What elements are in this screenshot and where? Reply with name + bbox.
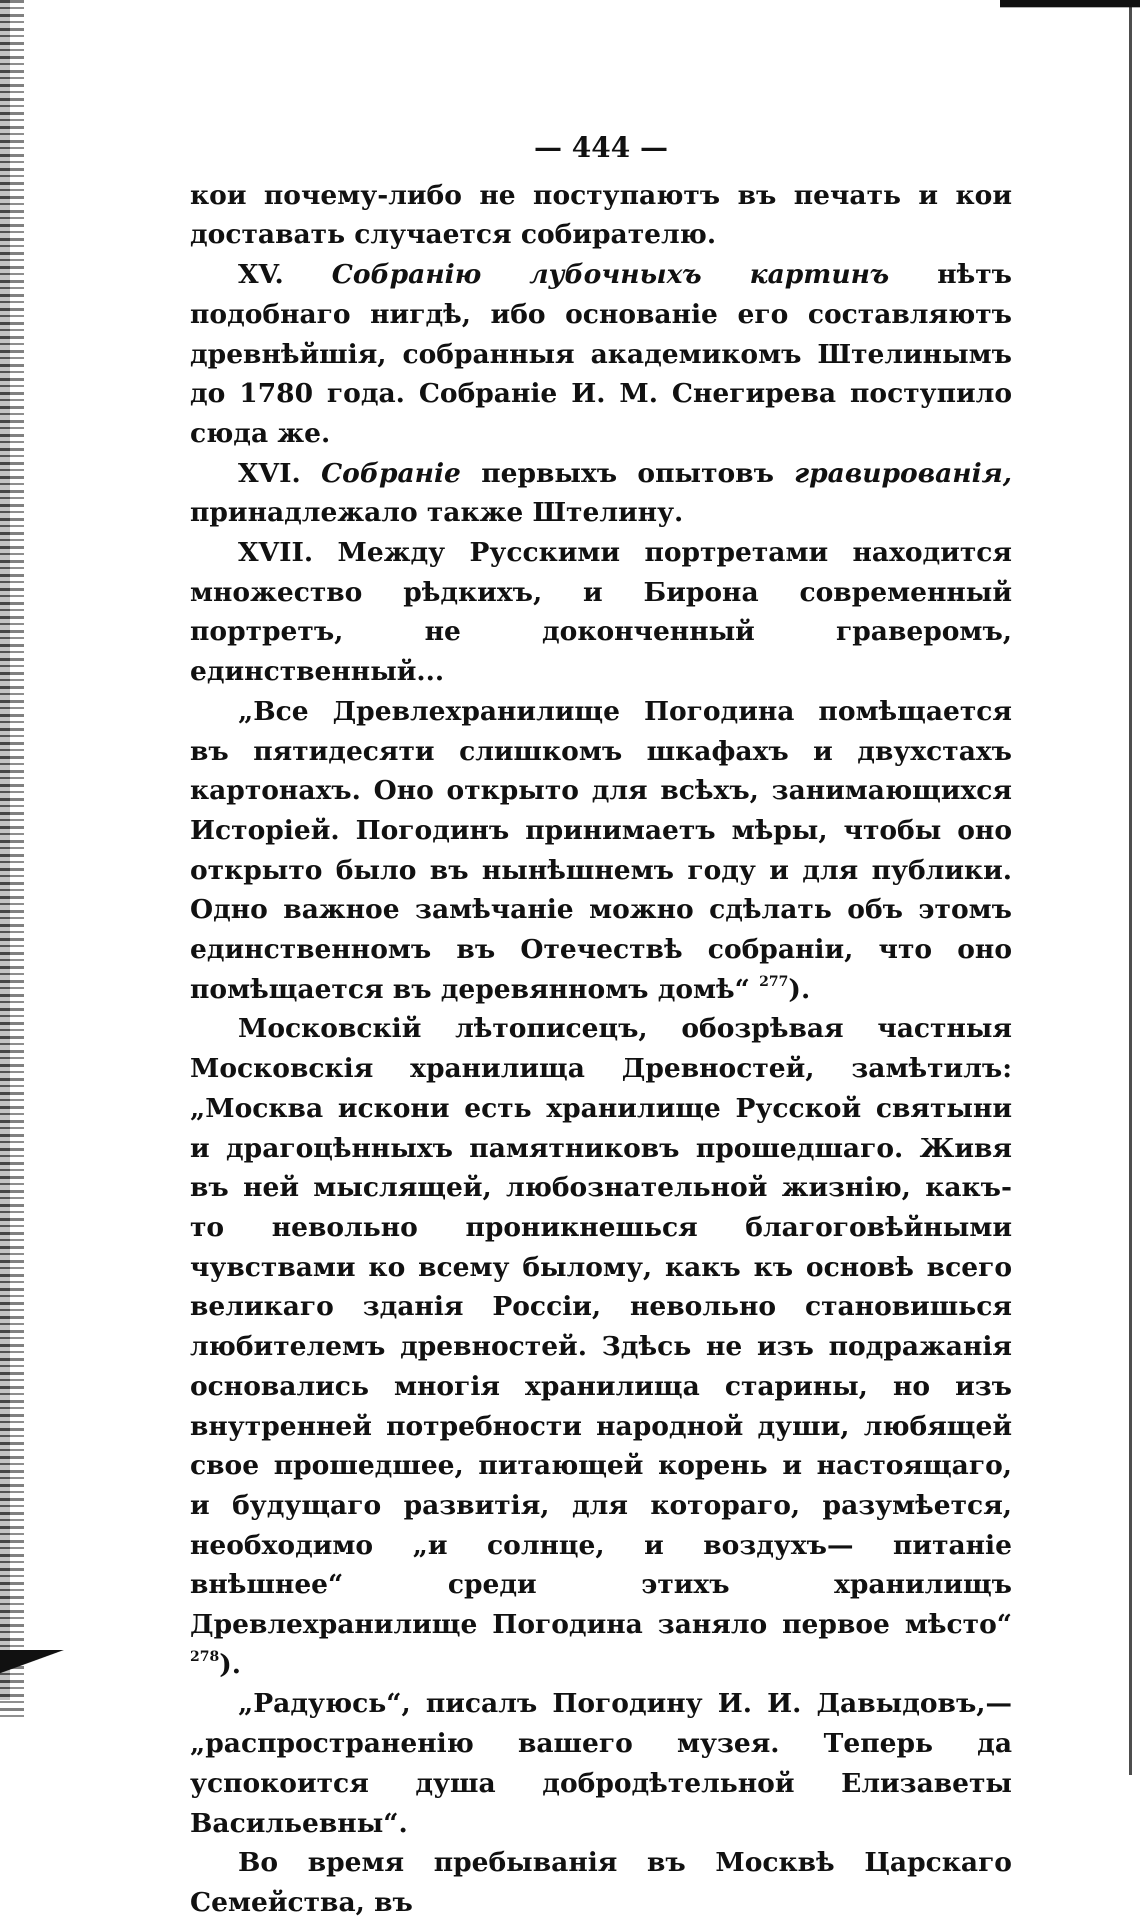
paragraph-5-end: ).: [788, 973, 811, 1005]
footnote-ref-277: 277: [759, 973, 789, 990]
paragraph-3-mid: первыхъ опытовъ: [460, 457, 795, 489]
paragraph-8: Во время пребыванія въ Москвѣ Царскаго Семейства, въ: [190, 1847, 1012, 1918]
page-number: — 444 —: [534, 131, 668, 164]
book-page: [190, 128, 1012, 1923]
footnote-ref-278: 278: [190, 1648, 220, 1665]
paragraph-1: кои почему-либо не поступаютъ въ печать и кои доставать случается собирателю.: [190, 179, 1012, 251]
paragraph-4: XVII. Между Русскими портретами находится множество рѣдкихъ, и Бирона современный портретъ, не доконченный граверомъ, единственный...: [190, 537, 1012, 688]
paragraph-6-end: ).: [219, 1648, 241, 1680]
scan-corner-top-right: [1000, 0, 1140, 14]
scan-edge-left: [0, 0, 24, 1720]
paragraph-7: „Радуюсь“, писалъ Погодину И. И. Давыдовъ,—„распространенію вашего музея. Теперь да успокоится душа добродѣтельной Елизаветы Васильевны“.: [190, 1688, 1012, 1839]
paragraph-3-rest: принадлежало также Штелину.: [190, 497, 684, 529]
paragraph-2: [190, 255, 1012, 454]
paragraph-6-text: Московскій лѣтописецъ, обозрѣвая частныя Московскія хранилища Древностей, замѣтилъ: „Москва искони есть хранилище Русской святыни и драгоцѣнныхъ памятниковъ прошедшаго. Живя въ ней мыслящей, любознательной жизнію, какъ-то невольно проникнешься благоговѣйными чувствами ко всему былому, какъ къ основѣ всего великаго зданія Россіи, невольно становишься любителемъ древностей. Здѣсь не изъ подражанія основались многія хранилища старины, но изъ внутренней потребности народной души, любящей свое прошедшее, питающей корень и настоящаго, и будущаго развитія, для котораго, разумѣется, необходимо „и солнце, и воздухъ— питаніе внѣшнее“ среди этихъ хранилищъ Древлехранилище Погодина заняло первое мѣсто“: [190, 1013, 1012, 1641]
paragraph-3-italic-1: Собраніе: [321, 457, 461, 489]
paragraph-3-lead: XVI.: [238, 457, 322, 489]
scan-corner-bottom-left: [0, 1650, 70, 1690]
paragraph-6: [190, 1009, 1012, 1684]
paragraph-3: [190, 454, 1012, 533]
paragraph-5-text: „Все Древлехранилище Погодина помѣщается въ пятидесяти слишкомъ шкафахъ и двухстахъ картонахъ. Оно открыто для всѣхъ, занимающихся Исторіей. Погодинъ принимаетъ мѣры, чтобы оно открыто было въ нынѣшнемъ году и для публики. Одно важное замѣчаніе можно сдѣлать объ этомъ единственномъ въ Отечествѣ собраніи, что оно помѣщается въ деревянномъ домѣ“: [190, 695, 1012, 1005]
paragraph-2-lead: XV.: [238, 259, 332, 291]
paragraph-2-italic: Собранію лубочныхъ картинъ: [331, 259, 890, 291]
paragraph-5: [190, 692, 1012, 1010]
paragraph-3-italic-2: гравированія,: [794, 457, 1012, 489]
scan-edge-right: [1129, 0, 1132, 1775]
paragraph-2-rest: нѣтъ подобнаго нигдѣ, ибо основаніе его составляютъ древнѣйшія, собранныя академикомъ Штелинымъ до 1780 года. Собраніе И. М. Снегирева поступило сюда же.: [190, 259, 1012, 449]
